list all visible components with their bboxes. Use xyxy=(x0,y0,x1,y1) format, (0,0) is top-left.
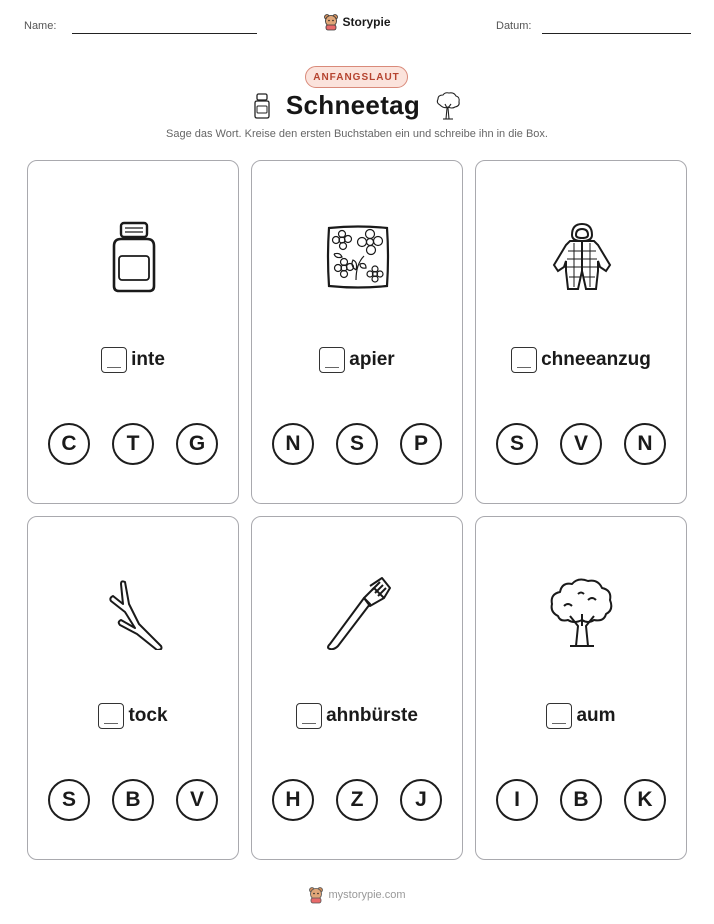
tree-icon xyxy=(434,91,462,121)
date-line[interactable] xyxy=(542,33,691,34)
letter-choice[interactable]: H xyxy=(272,779,314,821)
letter-choices xyxy=(496,779,666,821)
date-label: Datum: xyxy=(496,20,532,32)
title-row xyxy=(0,90,714,121)
tree-icon xyxy=(548,576,616,650)
stick-icon xyxy=(99,576,169,650)
word-row xyxy=(28,347,238,373)
bear-mascot-icon xyxy=(308,886,324,904)
answer-box[interactable] xyxy=(319,347,345,373)
bear-mascot-icon xyxy=(323,13,339,31)
letter-choice[interactable]: B xyxy=(560,779,602,821)
letter-choice[interactable]: S xyxy=(336,423,378,465)
letter-choice[interactable]: K xyxy=(624,779,666,821)
letter-choice[interactable]: N xyxy=(272,423,314,465)
answer-box[interactable] xyxy=(98,703,124,729)
answer-box[interactable] xyxy=(296,703,322,729)
letter-choices xyxy=(496,423,666,465)
word-row xyxy=(28,703,238,729)
answer-box[interactable] xyxy=(511,347,537,373)
letter-choice[interactable]: J xyxy=(400,779,442,821)
word-row xyxy=(252,703,462,729)
letter-choice[interactable]: S xyxy=(496,423,538,465)
ink-bottle-icon xyxy=(252,92,272,120)
word-ending: ahnbürste xyxy=(326,705,418,726)
answer-box[interactable] xyxy=(546,703,572,729)
letter-choice[interactable]: N xyxy=(624,423,666,465)
word-ending: aum xyxy=(576,705,616,726)
name-line[interactable] xyxy=(72,33,257,34)
floral-paper-icon xyxy=(326,224,390,290)
instruction-text: Sage das Wort. Kreise den ersten Buchstaben ein und schreibe ihn in die Box. xyxy=(166,128,548,140)
word-card xyxy=(27,160,239,504)
word-card xyxy=(251,160,463,504)
toothbrush-icon xyxy=(324,576,392,650)
letter-choices xyxy=(272,779,442,821)
word-card xyxy=(27,516,239,860)
letter-choice[interactable]: T xyxy=(112,423,154,465)
word-ending: chneeanzug xyxy=(541,349,651,370)
answer-box[interactable] xyxy=(101,347,127,373)
brand-name: Storypie xyxy=(342,15,391,29)
letter-choice[interactable]: Z xyxy=(336,779,378,821)
word-row xyxy=(476,703,686,729)
brand xyxy=(0,13,714,31)
letter-choice[interactable]: V xyxy=(176,779,218,821)
letter-choice[interactable]: C xyxy=(48,423,90,465)
word-ending: inte xyxy=(131,349,165,370)
name-label: Name: xyxy=(24,20,57,32)
category-badge: ANFANGSLAUT xyxy=(305,66,408,88)
word-card xyxy=(251,516,463,860)
footer xyxy=(0,886,714,904)
word-row xyxy=(252,347,462,373)
letter-choice[interactable]: S xyxy=(48,779,90,821)
word-ending: apier xyxy=(349,349,395,370)
word-card xyxy=(475,516,687,860)
letter-choice[interactable]: B xyxy=(112,779,154,821)
letter-choices xyxy=(48,423,218,465)
letter-choices xyxy=(272,423,442,465)
letter-choice[interactable]: P xyxy=(400,423,442,465)
letter-choice[interactable]: I xyxy=(496,779,538,821)
snowsuit-icon xyxy=(548,221,616,293)
letter-choice[interactable]: V xyxy=(560,423,602,465)
page-title: Schneetag xyxy=(285,90,421,120)
letter-choice[interactable]: G xyxy=(176,423,218,465)
word-card xyxy=(475,160,687,504)
footer-url[interactable]: mystorypie.com xyxy=(328,889,406,901)
word-row xyxy=(476,347,686,373)
letter-choices xyxy=(48,779,218,821)
ink-bottle-icon xyxy=(108,220,160,294)
word-ending: tock xyxy=(128,705,168,726)
